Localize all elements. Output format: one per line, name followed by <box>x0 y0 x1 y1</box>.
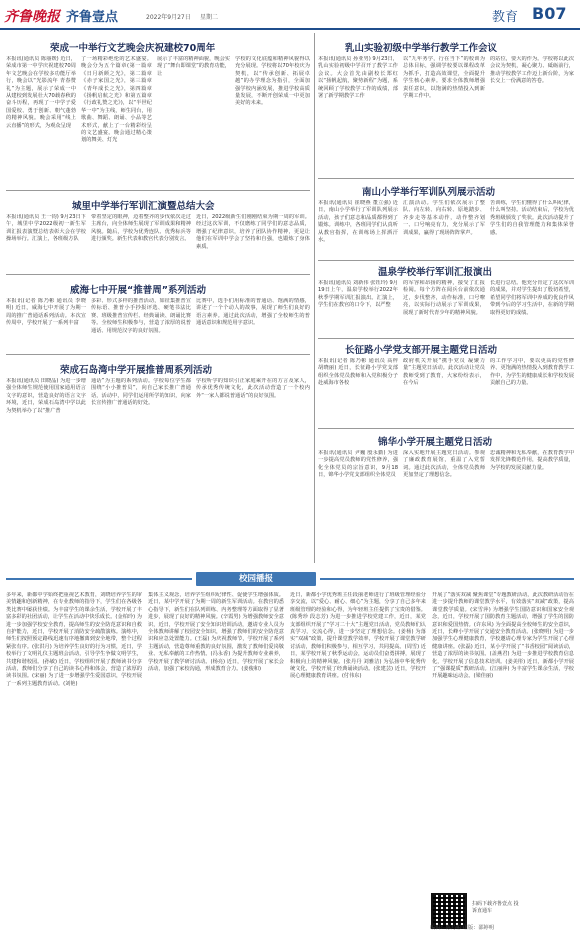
article-text: 政府机关开展“携手党员 凝聚力量”主题党日活动。此次活动让党员教师受到了教育，大家纷纷表示，在今后 <box>403 358 485 387</box>
newspaper-logo: 齐鲁晚报 <box>4 9 60 25</box>
article-text: 的站位，要大的作为。学校将以此次会议为契机，凝心聚力、砥砺前行，推动学校教学工作迈上新台阶，为家长交上一份满意的答卷。 <box>490 56 574 85</box>
article-text: 汇演活动。学生们依次展示了整队、向左转、向右转、原地踏步、齐步走等基本动作，动作整齐划一、口号响亮有力，充分展示了军训成果，赢得了现场阵阵掌声。 <box>403 200 485 236</box>
campus-news-column: 近日，新都小学优秀班主任段丽老师进行了班级管理经验分享交流，以“爱心、耐心、细心”为主题，分享了自己多年来班级管理的经验和心得，为年轻班主任提供了宝贵的借鉴。(陈秀珍 段志芳) 为进一步推进学校党建工作，近日，某党支部组织开展了“学习二十大”主题党日活动，党员教师们认真学习，交流心得，进一步坚定了理想信念。(姜杨) 为落实“双减”政策，提升课堂教学效率，学校开展了课堂教学研讨活动，教师们积极参与，相互学习，共同提高。(周雪) 近日，某学校开展了秋季运动会，运动员们奋勇拼搏，展现了积极向上的精神风貌。(张丹丹 刘雅洁) 为弘扬中华优秀传统文化，学校开展了经典诵读活动。(张建芸) 近日，学校开展心理健康教育讲座。(付伟东) <box>290 592 426 680</box>
article-text: 近日，2022级新生们刚刚结束为期一周的军训。经过这次军训，不仅磨练了同学们的意志品质，增强了纪律意识，培养了团队协作精神，更是让他们在军训中学会了坚持和自强，也锻炼了身体素质。 <box>196 214 310 250</box>
article-text: 通话”为主题的系列活动。学校每位学生都围绕“小小推普员”，向自己家长推广普通话，活动中，同学们运用所学的知识，向家长宣传推广普通话的好处。 <box>91 378 191 407</box>
headline-rushan-shiyan: 乳山实验初级中学举行教学工作会议 <box>345 43 498 54</box>
article-text: 本报讯(通讯员 崔晓燕 董立强) 近日，南山小学举行了军训队列展示活动，孩子们意志和品质都得到了锻炼。训练中，各班同学们认真听从教官指挥，在训练场上挥洒汗水。 <box>318 200 398 244</box>
article-text: 学校听学的知识引正家庭乘开在的方言及家人，传承优秀传统文化，此次活动营造了一个校内外“一家人都说普通话”的良好氛围。 <box>196 378 310 399</box>
article-text: 本报讯(记者 陈乃彬 通讯员 李晓明) 近日，威海七中开展了为期一周的推广普通话系列活动。本次宣传周中，学校开展了一系列丰富 <box>6 298 86 327</box>
article-text: 本报讯(通讯员 孙亚男) 9月23日，乳山实验初级中学召开了教学工作会议。大会首先由副校长郑红以“扬帆起航，聚势新程”为题，系统回顾了学校教学工作的成绩，部署了新学期教学工作 <box>318 56 398 100</box>
campus-news-banner: 校园播报 <box>196 572 316 586</box>
article-text: 了一场精彩绝伦的艺术盛宴。晚会分为五个篇章(第一篇章《日月新颜之光》，第二篇章《赤子家国之光》，第三篇章《青年成长之光》，第四篇章《扬帆启航之光》和第五篇章《行政礼赞之光》)，以“半世纪华一中”为主线，师生同台，用歌曲、舞蹈、朗诵、小品等艺术形式，献上了一台精彩纷呈的文艺盛宴。晚会通过精心策划的舞美、灯光 <box>81 56 152 144</box>
article-text: 多彩、形式多样的推普活动，如征集推普宣传标语、推普小手抄报评选、硬笔书法比赛、班级推普宣传栏、经典诵读、朗诵比赛等。全校师生积极参与，营造了浓厚的说普通话、用规范汉字的良好氛围。 <box>91 298 191 334</box>
article-text: 带着坚定的眼神，迈着整齐的步伐依次走过主席台，向全体师生展现了军训成果和精神风貌。随后，学校为优秀连队、优秀标兵等进行颁奖。新生代表和教官代表分别发言。 <box>91 214 191 243</box>
column-divider <box>314 33 315 563</box>
editor-credit: 编辑：陈乃彬 组版：邵婷明 <box>430 925 494 931</box>
headline-changzhenglu: 长征路小学党支部开展主题党日活动 <box>345 345 498 356</box>
qr-caption: 扫码下载齐鲁壹点 投诉直通车 <box>472 901 519 914</box>
headline-chengli-military: 城里中学举行军训汇演暨总结大会 <box>72 201 215 212</box>
article-text: 比赛中，选手们用标准的普通话、饱满的情感，讲述了一个个动人的故事，展现了师生们良好的语言素养。通过此次活动，增强了全校师生的普通话意识和规范用字意识。 <box>196 298 310 327</box>
article-text: 忠诚精神和无私奉献，在教育教学中发挥先锋模范作用，提高教学质量，为学校的发展贡献力量。 <box>490 450 574 471</box>
article-text: 长进行总结。他充分肯定了这次军训的成果，并对学生提出了殷切希望，希望同学们将军训中养成的优良作风带到今后的学习生活中，在新的学期取得更好的成绩。 <box>490 280 574 316</box>
article-text: 学校的文化底蕴和精神风貌得以充分展现。学校将以70年校庆为契机，以“传承创新、拓展卓越”的办学理念为指引，全面加强学校内涵发展，推进学校高质量发展，不断开创荣成一中更加美好的未来。 <box>235 56 310 107</box>
article-text: 本报讯(记者 陈乃彬 通讯员 高梓 胡晓丽) 近日，长征路小学党支部组织全体党员教师和入党积极分子赴威海市各校 <box>318 358 398 387</box>
campus-news-column: 集体主义观念，培养学生组织纪律性、促使学生增强体质。近日，某中学开展了为期一周的新生军训活动。在教官的悉心指导下，新生们在队列训练、内务整理等方面取得了显著进步，展现了良好的精神风貌。(辛霞男) 为增强教师安全意识，近日，学校开展了安全知识培训活动，邀请专业人员为全体教师讲解了校园安全知识，增强了教师们的安全防范意识和应急处置能力。(王磊) 为庆祝教师节，学校开展了系列主题活动，营造尊师重教的良好氛围，激发了教师们爱岗敬业、无私奉献的工作热情。(冯永香) 为提升教师专业素养，学校开展了教学研讨活动。(杨亮) 近日，学校开展了家长会活动，加强了家校沟通，形成教育合力。(姜俊和) <box>148 592 284 673</box>
article-text: 本报讯(通讯员 陈丽媛) 近日，荣成市第一中学庆祝建校70周年文艺晚会在学校多功能厅举行，晚会以“光影流年 青春赞礼”为主题，展示了荣成一中从建校到发展壮大70载春秋的奋斗历程，再现了一中学子爱国爱校、勇于创新、朝气蓬勃的精神风貌。晚会采用“线上云直播”的形式，为观众呈现 <box>6 56 76 129</box>
issue-date: 2022年9月27日 <box>146 14 191 21</box>
article-text: 的工作学习中，要以更高的党性修养、更饱满的热情投入到教育教学工作中，为学生的健康成长和学校发展贡献自己的力量。 <box>490 358 574 387</box>
headline-wenquan: 温泉学校举行军训汇报演出 <box>378 267 493 278</box>
article-text: 本报讯(通讯员 王一钧) 9月23日下午，城里中学2022级初一新生军训汇报表演暨总结表彰大会在学校操场举行。汇演上，各班级方队 <box>6 214 86 243</box>
article-text: 展示了丰富的精神面貌，晚会实现了“舞台即课堂”的教育功能，让 <box>157 56 230 77</box>
article-text: 以“九年务学，行在当下”的校训为总体目标，强调学校要以课程改革为抓手，打造高效课堂，全面提升学生核心素养。要求全体教师增强责任意识，以饱满的热情投入到新学期工作中。 <box>403 56 485 100</box>
issue-weekday: 星期二 <box>200 14 219 21</box>
section-name: 教育 <box>492 10 519 25</box>
article-text: 苦训练，学生们懂得了什么叫纪律，什么叫坚持。活动结束后，学校为优秀班级颁发了奖状。此次活动提升了学生们的自我管理能力和集体荣誉感。 <box>490 200 574 236</box>
page-header <box>0 0 580 30</box>
page-number: B07 <box>532 4 567 23</box>
headline-shidaowan: 荣成石岛湾中学开展推普周系列活动 <box>60 365 213 376</box>
article-text: 本报讯(通讯员 刘新伟 张钰玲) 9月19日上午，温泉学校举行2022年秋季学期军训汇报演出。汇演上，学生们在教官的口令下，以严整 <box>318 280 398 309</box>
article-text: 的军容和昂扬的精神，接受了汇报检阅。每个方阵在阅兵台前依次通过，步伐整齐，动作标准，口号嘹亮，以实际行动展示了军训成果，展现了新时代青少年的精神风貌。 <box>403 280 485 316</box>
headline-weihai-no7: 威海七中开展“推普周”系列活动 <box>70 285 206 296</box>
article-text: 本报讯(通讯员 尹巍 殷永勤) 为进一步提高党员教师的党性修养，强化全体党员的宗旨意识，9月18日，锦华小学党支部组织全体党员 <box>318 450 398 479</box>
article-text: 深入实地开展主题党日活动。参观了廉政教育展馆，重温了入党誓词。通过此次活动，全体党员教师更加坚定了理想信念。 <box>403 450 485 479</box>
headline-rongcheng-no1: 荣成一中举行文艺晚会庆祝建校70周年 <box>50 43 216 54</box>
article-text: 本报讯(通讯员 田晓晶) 为进一步增强全体师生规范使用国家通用语言文字的意识，营造良好的语言文字环境，近日，荣成石岛湾中学以此为契机举办了以“推广普 <box>6 378 86 414</box>
app-logo: 齐鲁壹点 <box>66 10 119 25</box>
headline-nanshan: 南山小学举行军训队列展示活动 <box>362 187 496 198</box>
campus-news-column: 开展了“落实双减 聚焦课堂”专题教研活动，此次教研活动旨在进一步提升教师的课堂教学水平，有效落实“双减”政策，提高课堂教学质量。(宋雪萍) 为增强学生国防意识和国家安全观念，近日，学校开展了国防教育主题活动，增强了学生的国防意识和爱国热情。(许东风) 为全面提高全校师生的安全意识，近日，长峰小学开展了交通安全教育活动。(张晓明) 为进一步加强学生心理健康教育，学校邀请心理专家为学生开展了心理健康讲座。(张磊) 近日，某小学开展了“书香校园”阅读活动，营造了浓厚的读书氛围。(盖燕君) 为进一步推进学校教育信息化，学校开展了信息技术培训。(姜美彤) 近日，新都小学开展了“强课提质”教研活动。(江丽萍) 为丰富学生课余生活，学校开展趣味运动会。(梁佳丽) <box>432 592 574 680</box>
campus-news-column: 多年来，新都中学始终把重视艺术教育，刘晓培养学生的审美情趣和创新精神，在专业教师的指导下，学生们在各级各类比赛中屡获佳绩。为丰富学生的课余生活，学校开展了丰富多彩的社团活动，让学生在活动中快乐成长。(金柏玲) 为进一步加强学校安全教育，提高师生的安全防范意识和自救自护能力，近日，学校开展了消防安全疏散演练。演练中，师生们按照预定路线迅速有序地撤离到安全地带，整个过程紧张有序。(张洪月) 为培养学生良好的行为习惯，近日，学校举行了文明礼仪主题班会活动，引导学生争做文明学生，共建和谐校园。(孙敏) 近日，学校组织开展了教师读书分享活动，教师们分享了自己的读书心得和体会，营造了浓厚的读书氛围。(宋丽) 为了进一步增强学生爱国意识，学校开展了一系列主题教育活动。(刘艳) <box>6 592 142 687</box>
headline-jinhua: 锦华小学开展主题党日活动 <box>378 437 493 448</box>
